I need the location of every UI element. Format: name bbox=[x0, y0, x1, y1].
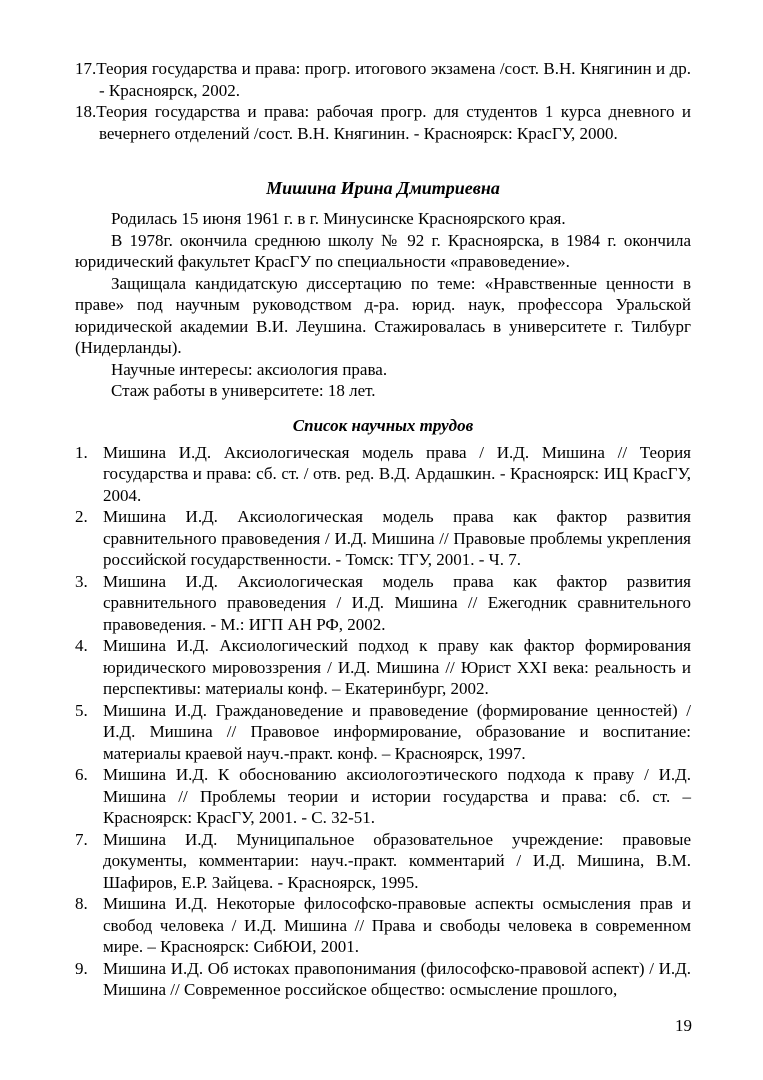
person-name-heading: Мишина Ирина Дмитриевна bbox=[266, 178, 500, 198]
work-item-number: 4. bbox=[75, 636, 88, 655]
work-item-number: 5. bbox=[75, 700, 88, 720]
bibliography-item-text: Теория государства и права: прогр. итогового экзамена /сост. В.Н. Княгинин и др. - Красноярск, 2002. bbox=[96, 59, 691, 100]
work-item-text: Мишина И.Д. Некоторые философско-правовые аспекты осмысления прав и свобод человека / И.Д. Мишина // Права и свободы человека в современном мире. – Красноярск: СибЮИ, 2001. bbox=[103, 894, 691, 956]
biography-paragraph: В 1978г. окончила среднюю школу № 92 г. Красноярска, в 1984 г. окончила юридический факультет КрасГУ по специальности «правоведение». bbox=[75, 230, 691, 271]
bibliography-list-continued bbox=[75, 58, 691, 144]
work-item bbox=[75, 506, 691, 571]
bibliography-item-number: 18. bbox=[75, 102, 97, 121]
biography-paragraph: Научные интересы: аксиология права. bbox=[111, 359, 388, 379]
work-item-number: 6. bbox=[75, 765, 88, 784]
work-item-text: Мишина И.Д. Муниципальное образовательное учреждение: правовые документы, комментарии: науч.-практ. комментарий / И.Д. Мишина, В.М. Шафиров, Е.Р. Зайцева. - Красноярск, 1995. bbox=[103, 829, 691, 892]
biography-paragraph: Родилась 15 июня 1961 г. в г. Минусинске Красноярского края. bbox=[111, 209, 566, 228]
work-item bbox=[75, 829, 691, 894]
works-list-heading: Список научных трудов bbox=[292, 415, 474, 435]
work-item bbox=[75, 700, 691, 765]
work-item bbox=[75, 958, 691, 1001]
work-item bbox=[75, 764, 691, 829]
work-item bbox=[75, 635, 691, 700]
work-item-text: Мишина И.Д. Аксиологическая модель права как фактор развития сравнительного правоведения / И.Д. Мишина // Ежегодник сравнительного правоведения. - М.: ИГП АН РФ, 2002. bbox=[103, 571, 691, 634]
biography-paragraph: Защищала кандидатскую диссертацию по теме: «Нравственные ценности в праве» под научным руководством д-ра. юрид. наук, профессора Уральской юридической академии В.И. Леушина. Стажировалась в университете г. Тилбург (Нидерланды). bbox=[75, 273, 691, 357]
scientific-works-list bbox=[75, 442, 691, 1001]
work-item-text: Мишина И.Д. К обоснованию аксиологоэтического подхода к праву / И.Д. Мишина // Проблемы теории и истории государства и права: сб. ст. – Красноярск: КрасГУ, 2001. - С. 32-51. bbox=[103, 765, 691, 827]
work-item-text: Мишина И.Д. Аксиологическая модель права / И.Д. Мишина // Теория государства и права: сб. ст. / отв. ред. В.Д. Ардашкин. - Красноярск: ИЦ КрасГУ, 2004. bbox=[103, 442, 691, 505]
work-item-number: 2. bbox=[75, 507, 88, 526]
biography-paragraph: Стаж работы в университете: 18 лет. bbox=[111, 381, 376, 400]
page-number: 19 bbox=[675, 1016, 692, 1035]
bibliography-item-text: Теория государства и права: рабочая прогр. для студентов 1 курса дневного и вечернего отделений /сост. В.Н. Княгинин. - Красноярск: КрасГУ, 2000. bbox=[96, 102, 691, 143]
work-item-number: 9. bbox=[75, 958, 88, 978]
work-item-number: 7. bbox=[75, 829, 88, 849]
bibliography-item bbox=[75, 101, 691, 144]
work-item-text: Мишина И.Д. Об истоках правопонимания (философско-правовой аспект) / И.Д. Мишина // Современное российское общество: осмысление прошлого, bbox=[103, 958, 691, 999]
work-item bbox=[75, 893, 691, 958]
work-item-text: Мишина И.Д. Аксиологическая модель права как фактор развития сравнительного правоведения / И.Д. Мишина // Правовые проблемы укрепления российской государственности. - Томск: ТГУ, 2001. - Ч. 7. bbox=[103, 507, 691, 569]
work-item-number: 8. bbox=[75, 894, 88, 913]
work-item bbox=[75, 442, 691, 507]
work-item-text: Мишина И.Д. Граждановедение и правоведение (формирование ценностей) / И.Д. Мишина // Правовое информирование, образование и воспитание: материалы краевой науч.-практ. конф. – Красноярск, 1997. bbox=[103, 700, 691, 763]
bibliography-item-number: 17. bbox=[75, 59, 97, 78]
work-item-number: 3. bbox=[75, 571, 88, 591]
bibliography-item bbox=[75, 58, 691, 101]
work-item-number: 1. bbox=[75, 442, 88, 462]
work-item-text: Мишина И.Д. Аксиологический подход к праву как фактор формирования юридического мировоззрения / И.Д. Мишина // Юрист XXI века: реальность и перспективы: материалы конф. – Екатеринбург, 2002. bbox=[103, 636, 691, 698]
work-item bbox=[75, 571, 691, 636]
biography-section bbox=[75, 208, 691, 402]
